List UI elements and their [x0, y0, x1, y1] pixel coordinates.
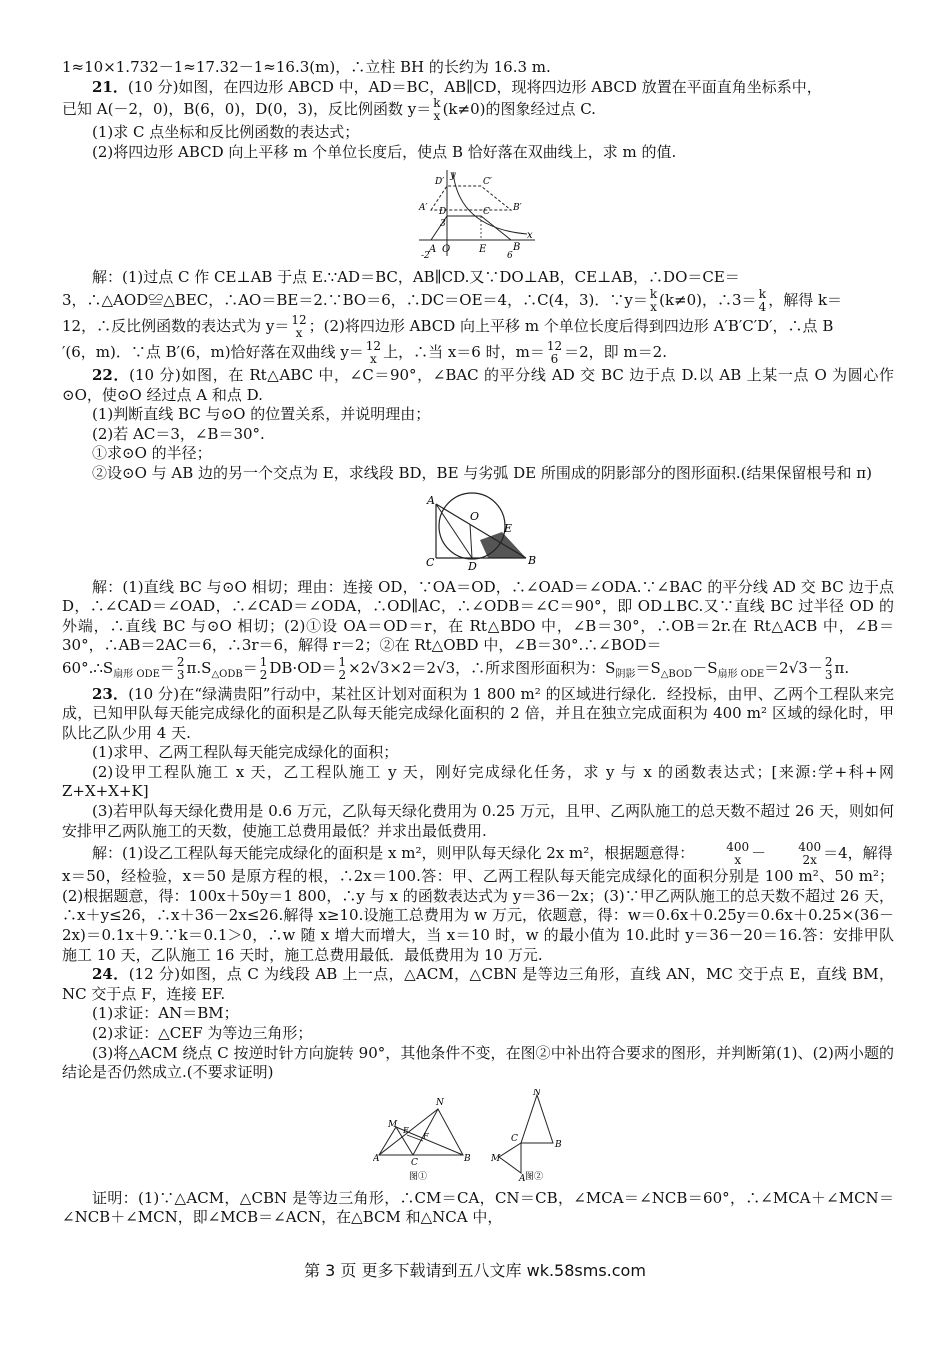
- s21-line3: 12，∴反比例函数的表达式为 y＝ 12 x ；(2)将四边形 ABCD 向上平移 m 个单位长度后得到四边形 A′B′C′D′，∴点 B: [62, 312, 834, 340]
- q21-stem: 21．(10 分)如图，在四边形 ABCD 中，AD＝BC，AB∥CD，现将四边形 ABCD 放置在平面直角坐标系中，: [92, 77, 822, 96]
- line-0: 1≈10×1.732－1≈17.32－1≈16.3(m)，∴立柱 BH 的长约为 16.3 m.: [62, 58, 551, 76]
- q24-part1: (1)求证：AN＝BM；: [92, 1004, 239, 1023]
- label-C-prime: C′: [483, 177, 492, 188]
- s21-line1: 解：(1)过点 C 作 CE⊥AB 于点 E.∵AD＝BC，AB∥CD.又∵DO⊥AB，CE⊥AB，∴DO＝CE＝: [92, 268, 740, 287]
- q24-number: 24．: [92, 965, 129, 984]
- label-B-prime: B′: [513, 203, 522, 214]
- s23-line1: 解：(1)设乙工程队每天能完成绿化的面积是 x m²，则甲队每天绿化 2x m²，根据题意得： 400 x － 400 2x ＝4，解得: [92, 840, 893, 868]
- s21-line4: ′(6，m)．∵点 B′(6，m)恰好落在双曲线 y＝ 12 x 上，∴当 x＝6 时，m＝ 12 6 ＝2，即 m＝2.: [62, 338, 667, 366]
- figure-24: [62, 1089, 894, 1181]
- svg-text:B: B: [555, 1139, 562, 1150]
- figure-21-graph: [417, 168, 539, 260]
- figure-21: [62, 168, 894, 260]
- figure-24-2: [490, 1089, 562, 1181]
- q23-part3: (3)若甲队每天绿化费用是 0.6 万元，乙队每天绿化费用为 0.25 万元，且甲、乙两队施工的总天数不超过 26 天，则如何安排甲乙两队施工的天数，使施工总费用最低？并求出最低费用.: [62, 802, 894, 840]
- s24-line1: 证明：(1)∵△ACM，△CBN 是等边三角形，∴CM＝CA，CN＝CB，∠MCA＝∠NCB＝60°，∴∠MCA＋∠MCN＝∠NCB＋∠MCN，即∠MCB＝∠ACN，在△BCM 和△NCA 中，: [62, 1188, 894, 1227]
- q21-part1: (1)求 C 点坐标和反比例函数的表达式；: [92, 123, 360, 142]
- figure-22: [62, 490, 894, 570]
- q22-part2a: ①求⊙O 的半径；: [92, 444, 212, 463]
- label-A-prime: A′: [419, 203, 428, 214]
- svg-text:E: E: [403, 1125, 409, 1135]
- label-x: x: [527, 230, 533, 242]
- q22-part2b: ②设⊙O 与 AB 边的另一个交点为 E，求线段 BD，BE 与劣弧 DE 所围成的阴影部分的图形面积.(结果保留根号和 π): [92, 463, 872, 482]
- label-neg2: -2: [421, 251, 430, 261]
- label-A: A: [427, 493, 435, 507]
- q24-stem: 24．(12 分)如图，点 C 为线段 AB 上一点，△ACM，△CBN 是等边三角形，直线 AN，MC 交于点 E，直线 BM，NC 交于点 F，连接 EF.: [62, 965, 894, 1003]
- svg-text:N: N: [533, 1088, 541, 1098]
- q22-stem: 22．(10 分)如图，在 Rt△ABC 中，∠C＝90°，∠BAC 的平分线 AD 交 BC 边于点 D.以 AB 上某一点 O 为圆心作⊙O，使⊙O 经过点 A 和点 D.: [62, 365, 894, 404]
- label-3: 3: [440, 219, 446, 230]
- label-6: 6: [507, 251, 513, 261]
- svg-text:图①: 图①: [409, 1171, 428, 1181]
- page-footer: 第 3 页 更多下载请到五八文库 wk.58sms.com: [304, 1261, 646, 1280]
- svg-text:M: M: [388, 1119, 398, 1130]
- label-O: O: [442, 244, 451, 256]
- q22-number: 22．: [92, 365, 130, 384]
- label-D: D: [468, 559, 477, 570]
- q21-stem-2: 已知 A(－2，0)，B(6，0)，D(0，3)，反比例函数 y＝ k x (k≠0)的图象经过点 C.: [62, 96, 596, 124]
- svg-text:A: A: [519, 1173, 526, 1181]
- s22-main: 解：(1)直线 BC 与⊙O 相切；理由：连接 OD，∵OA＝OD，∴∠OAD＝∠ODA.∵∠BAC 的平分线 AD 交 BC 边于点 D，∴∠CAD＝∠OAD，∴∠CAD＝∠ODA，∴OD∥AC，∴∠ODB＝∠C＝90°，即 OD⊥BC.又∵直线 BC 过半径 OD 的外端，∴直线 BC 与⊙O 相切；(2)①设 OA＝OD＝r，在 Rt△BDO 中，∠B＝30°，∴OB＝2r.在 Rt△ACB 中，∠B＝30°，∴AB＝2AC＝6，∴3r＝6，解得 r＝2；②在 Rt△OBD 中，∠B＝30°.∴∠BOD＝: [62, 577, 894, 655]
- q21-number: 21．: [92, 77, 128, 96]
- q23-part2: (2)设甲工程队施工 x 天，乙工程队施工 y 天，刚好完成绿化任务，求 y 与 x 的函数表达式；[来源:学+科+网 Z+X+X+K]: [62, 762, 894, 801]
- svg-text:M: M: [491, 1153, 501, 1164]
- q21-part2: (2)将四边形 ABCD 向上平移 m 个单位长度后，使点 B 恰好落在双曲线上，求 m 的值.: [92, 142, 677, 161]
- label-C: C: [426, 555, 435, 569]
- document-page: [62, 58, 894, 1228]
- label-A: A: [429, 244, 437, 256]
- q22-part2: (2)若 AC＝3，∠B＝30°.: [92, 424, 265, 443]
- s22-line-last: $60^\circ.\therefore S_{扇形 ODE}=$ 2 3 $\pi.S_{\triangle ODB}=$ 1 2 DB·OD＝ 1 2 ×2√3×2＝2√3，∴所求图形面积为：$S_{阴影}=S_{\triangle BOD}-S_{扇形 ODE}=2√3-$ 2 3 π.: [62, 654, 850, 682]
- s23-body: x＝50，经检验，x＝50 是原方程的根，∴2x＝100.答：甲、乙两工程队每天能完成绿化的面积分别是 100 m²、50 m²；(2)根据题意，得：100x＋50y＝1 800，∴y 与 x 的函数表达式为 y＝36－2x；(3)∵甲乙两队施工的总天数不超过 26 天，∴x＋y≤26，∴x＋36－2x≤26.解得 x≥10.设施工总费用为 w 万元，依题意，得：w＝0.6x＋0.25y＝0.6x＋0.25×(36－2x)＝0.1x＋9.∵k＝0.1＞0，∴w 随 x 增大而增大，当 x＝10 时，w 的最小值为 10.此时 y＝36－20＝16.答：安排甲队施工 10 天，乙队施工 16 天时，施工总费用最低．最低费用为 10 万元.: [62, 867, 894, 964]
- figure-24-1: [373, 1098, 471, 1181]
- s21-line2: 3，∴△AOD≌△BEC，∴AO＝BE＝2.∵BO＝6，∴DC＝OE＝4，∴C(4，3)．∵y＝ k x (k≠0)，∴3＝ k 4 ，解得 k＝: [62, 286, 843, 314]
- svg-text:B: B: [464, 1153, 471, 1164]
- label-C: C: [483, 207, 490, 218]
- svg-text:C: C: [511, 1133, 518, 1144]
- svg-text:F: F: [423, 1131, 429, 1141]
- label-O: O: [470, 509, 480, 523]
- svg-text:图②: 图②: [525, 1171, 544, 1181]
- label-B: B: [528, 553, 537, 567]
- q22-part1: (1)判断直线 BC 与⊙O 的位置关系，并说明理由；: [92, 405, 431, 424]
- q23-part1: (1)求甲、乙两工程队每天能完成绿化的面积；: [92, 743, 399, 762]
- q23-stem: 23．(10 分)在“绿满贵阳”行动中，某社区计划对面积为 1 800 m² 的区域进行绿化．经投标，由甲、乙两个工程队来完成，已知甲队每天能完成绿化的面积是乙队每天能完成绿化面积的 2 倍，并且在独立完成面积为 400 m² 区域的绿化时，甲队比乙队少用 4 天.: [62, 684, 895, 742]
- svg-text:C: C: [411, 1157, 418, 1168]
- svg-text:A: A: [373, 1153, 380, 1164]
- label-D: D: [439, 207, 447, 218]
- q24-part3: (3)将△ACM 绕点 C 按逆时针方向旋转 90°，其他条件不变，在图②中补出符合要求的图形，并判断第(1)、(2)两小题的结论是否仍然成立.(不要求证明): [62, 1043, 894, 1082]
- label-y: y: [450, 170, 456, 182]
- label-E: E: [479, 244, 487, 256]
- figure-24-graphs: [373, 1089, 583, 1181]
- label-B: B: [513, 242, 521, 254]
- label-D-prime: D′: [435, 177, 445, 188]
- figure-22-graph: [418, 490, 538, 570]
- svg-text:N: N: [436, 1097, 444, 1108]
- frac-k-x: k x: [433, 96, 441, 124]
- label-E: E: [504, 521, 513, 535]
- q23-number: 23．: [92, 684, 129, 703]
- q24-part2: (2)求证：△CEF 为等边三角形；: [92, 1024, 313, 1042]
